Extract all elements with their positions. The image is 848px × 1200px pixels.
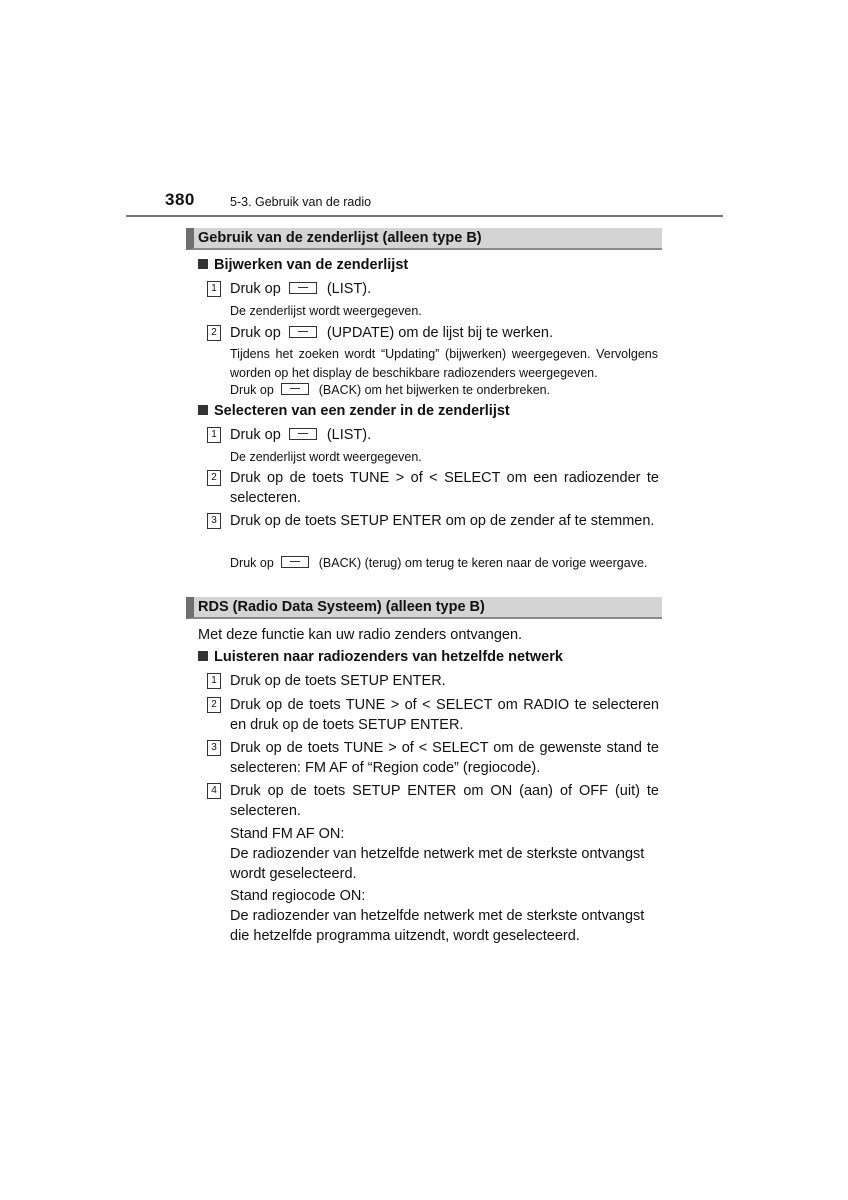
list-button-icon xyxy=(289,282,317,294)
subheading-label: Luisteren naar radiozenders van hetzelfde netwerk xyxy=(214,649,563,665)
step-update xyxy=(207,323,659,343)
square-bullet-icon xyxy=(198,405,208,415)
header-divider xyxy=(126,215,723,217)
back-button-icon xyxy=(281,556,309,568)
step-tune xyxy=(207,511,659,531)
subheading-selecteren xyxy=(198,403,510,419)
mode-title: Stand regiocode ON: xyxy=(230,888,366,904)
square-bullet-icon xyxy=(198,651,208,661)
subheading-label: Selecteren van een zender in de zenderlijst xyxy=(214,403,510,419)
step-number: 1 xyxy=(207,673,221,689)
step-text: Druk op de toets TUNE > of < SELECT om RADIO te selecteren en druk op de toets SETUP ENTER. xyxy=(230,697,659,733)
step-number: 2 xyxy=(207,697,221,713)
step-text: Druk op de toets SETUP ENTER om op de zender af te stemmen. xyxy=(230,513,655,529)
note-text: Tijdens het zoeken wordt “Updating” (bijwerken) weergegeven. Vervolgens worden op het display de beschikbare radiozenders weergegeven. xyxy=(230,347,658,380)
step-text: Druk op de toets SETUP ENTER. xyxy=(230,673,446,689)
step-select xyxy=(207,468,659,508)
step-list xyxy=(207,279,659,299)
note-text: De zenderlijst wordt weergegeven. xyxy=(230,450,422,464)
section-heading-label: RDS (Radio Data Systeem) (alleen type B) xyxy=(198,599,485,615)
mode-title: Stand FM AF ON: xyxy=(230,826,345,842)
step-text: Druk op de toets SETUP ENTER om ON (aan) of OFF (uit) te selecteren. xyxy=(230,783,659,819)
step-radio xyxy=(207,695,659,735)
step-text: Druk op de toets TUNE > of < SELECT om de gewenste stand te selecteren: FM AF of “Region code” (regiocode). xyxy=(230,740,659,776)
step-number: 2 xyxy=(207,325,221,341)
page-number: 380 xyxy=(165,190,195,209)
step-number: 2 xyxy=(207,470,221,486)
step-setup xyxy=(207,671,659,691)
step-number: 4 xyxy=(207,783,221,799)
subheading-bijwerken xyxy=(198,257,408,273)
note-text: Druk op (BACK) om het bijwerken te onderbreken. xyxy=(230,383,551,397)
step-onoff xyxy=(207,781,659,821)
section-heading-rds xyxy=(186,597,662,619)
intro-text: Met deze functie kan uw radio zenders ontvangen. xyxy=(198,627,523,643)
update-button-icon xyxy=(289,326,317,338)
subheading-netwerk xyxy=(198,649,563,665)
note-text: Druk op (BACK) (terug) om terug te keren naar de vorige weergave. xyxy=(230,556,648,570)
square-bullet-icon xyxy=(198,259,208,269)
section-heading-label: Gebruik van de zenderlijst (alleen type B) xyxy=(198,230,482,246)
back-button-icon xyxy=(281,383,309,395)
subheading-label: Bijwerken van de zenderlijst xyxy=(214,257,409,273)
step-number: 1 xyxy=(207,281,221,297)
step-text: Druk op de toets TUNE > of < SELECT om een radiozender te selecteren. xyxy=(230,470,659,506)
step-list xyxy=(207,425,659,445)
step-number: 3 xyxy=(207,740,221,756)
step-mode xyxy=(207,738,659,778)
mode-description: De radiozender van hetzelfde netwerk met de sterkste ontvangst wordt geselecteerd. xyxy=(230,846,645,882)
list-button-icon xyxy=(289,428,317,440)
note-text: De zenderlijst wordt weergegeven. xyxy=(230,304,422,318)
step-number: 3 xyxy=(207,513,221,529)
chapter-title: 5-3. Gebruik van de radio xyxy=(230,195,372,209)
step-text: Druk op (LIST). xyxy=(230,427,372,443)
mode-description: De radiozender van hetzelfde netwerk met de sterkste ontvangst die hetzelfde programma uitzendt, wordt geselecteerd. xyxy=(230,908,645,944)
section-heading-zenderlijst xyxy=(186,228,662,250)
step-number: 1 xyxy=(207,427,221,443)
step-text: Druk op (UPDATE) om de lijst bij te werken. xyxy=(230,325,553,341)
step-text: Druk op (LIST). xyxy=(230,281,372,297)
